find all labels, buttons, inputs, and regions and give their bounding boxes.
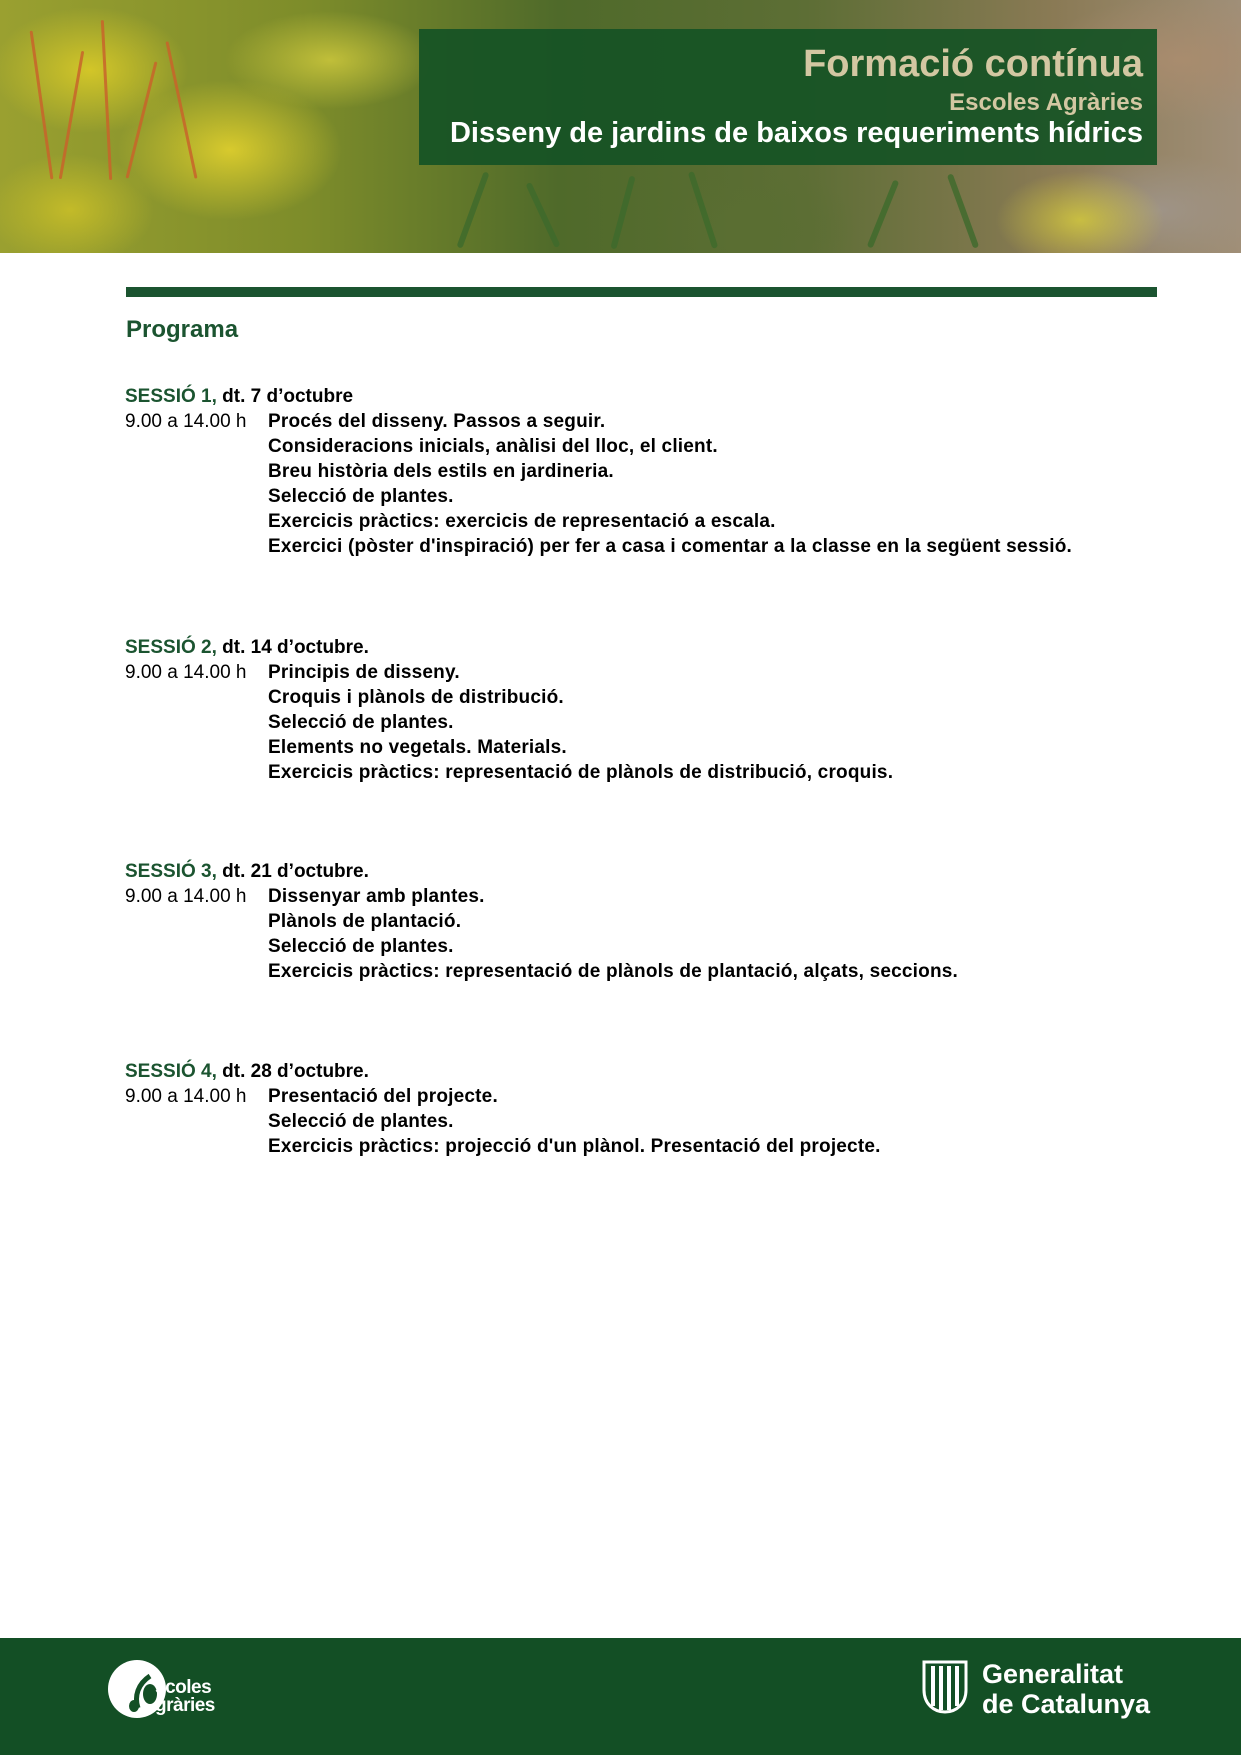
topic-item: Principis de disseny. (268, 662, 460, 683)
session-1 (125, 384, 1185, 559)
topic-item: Elements no vegetals. Materials. (268, 737, 567, 758)
topic-item: Procés del disseny. Passos a seguir. (268, 411, 606, 432)
topic-list (268, 884, 958, 984)
session-label: SESSIÓ 1, (125, 386, 217, 407)
session-time: 9.00 a 14.00 h (125, 411, 247, 432)
senyera-shield-icon (922, 1660, 968, 1714)
logo-text-line2: gràries (155, 1695, 215, 1716)
session-date: dt. 28 d’octubre. (216, 1061, 369, 1082)
session-4 (125, 1059, 1185, 1159)
section-divider (126, 287, 1157, 297)
session-label: SESSIÓ 3, (125, 861, 217, 882)
session-time: 9.00 a 14.00 h (125, 1086, 247, 1107)
session-date: dt. 21 d’octubre. (216, 861, 369, 882)
topic-item: Exercicis pràctics: representació de plànols de distribució, croquis. (268, 762, 894, 783)
page-title: Formació contínua (803, 43, 1143, 85)
topic-item: Exercicis pràctics: representació de plànols de plantació, alçats, seccions. (268, 961, 958, 982)
topic-item: Breu història dels estils en jardineria. (268, 461, 614, 482)
topic-list (268, 409, 1072, 559)
session-header (125, 859, 1185, 884)
session-date: dt. 7 d’octubre (216, 386, 354, 407)
page-subtitle: Escoles Agràries (949, 89, 1143, 116)
topic-item: Exercicis pràctics: projecció d'un plànol. Presentació del projecte. (268, 1136, 881, 1157)
logo-text-line1: Generalitat (982, 1659, 1124, 1689)
generalitat-wordmark (982, 1659, 1150, 1719)
topic-item: Selecció de plantes. (268, 1111, 454, 1132)
session-time: 9.00 a 14.00 h (125, 886, 247, 907)
course-title: Disseny de jardins de baixos requeriments hídrics (449, 117, 1143, 149)
topic-list (268, 660, 893, 785)
session-header (125, 635, 1185, 660)
topic-item: Selecció de plantes. (268, 936, 454, 957)
footer (0, 1638, 1241, 1755)
session-header (125, 384, 1185, 409)
session-time: 9.00 a 14.00 h (125, 662, 247, 683)
topic-item: Exercici (pòster d'inspiració) per fer a casa i comentar a la classe en la següent sessió. (268, 536, 1072, 557)
topic-item: Croquis i plànols de distribució. (268, 687, 564, 708)
title-box (419, 29, 1157, 165)
header-banner (0, 0, 1241, 253)
generalitat-logo (922, 1658, 1162, 1720)
session-2 (125, 635, 1185, 785)
session-date: dt. 14 d’octubre. (216, 637, 369, 658)
section-title: Programa (126, 316, 239, 343)
escoles-agraries-logo (108, 1658, 228, 1728)
session-label: SESSIÓ 2, (125, 637, 217, 658)
session-3 (125, 859, 1185, 984)
logo-text-line1: scoles (155, 1677, 212, 1698)
topic-item: Consideracions inicials, anàlisi del lloc, el client. (268, 436, 718, 457)
session-label: SESSIÓ 4, (125, 1061, 217, 1082)
logo-text-line2: de Catalunya (982, 1689, 1151, 1719)
topic-item: Selecció de plantes. (268, 712, 454, 733)
topic-item: Exercicis pràctics: exercicis de representació a escala. (268, 511, 776, 532)
topic-list (268, 1084, 881, 1159)
topic-item: Plànols de plantació. (268, 911, 462, 932)
session-header (125, 1059, 1185, 1084)
topic-item: Dissenyar amb plantes. (268, 886, 485, 907)
topic-item: Presentació del projecte. (268, 1086, 498, 1107)
topic-item: Selecció de plantes. (268, 486, 454, 507)
